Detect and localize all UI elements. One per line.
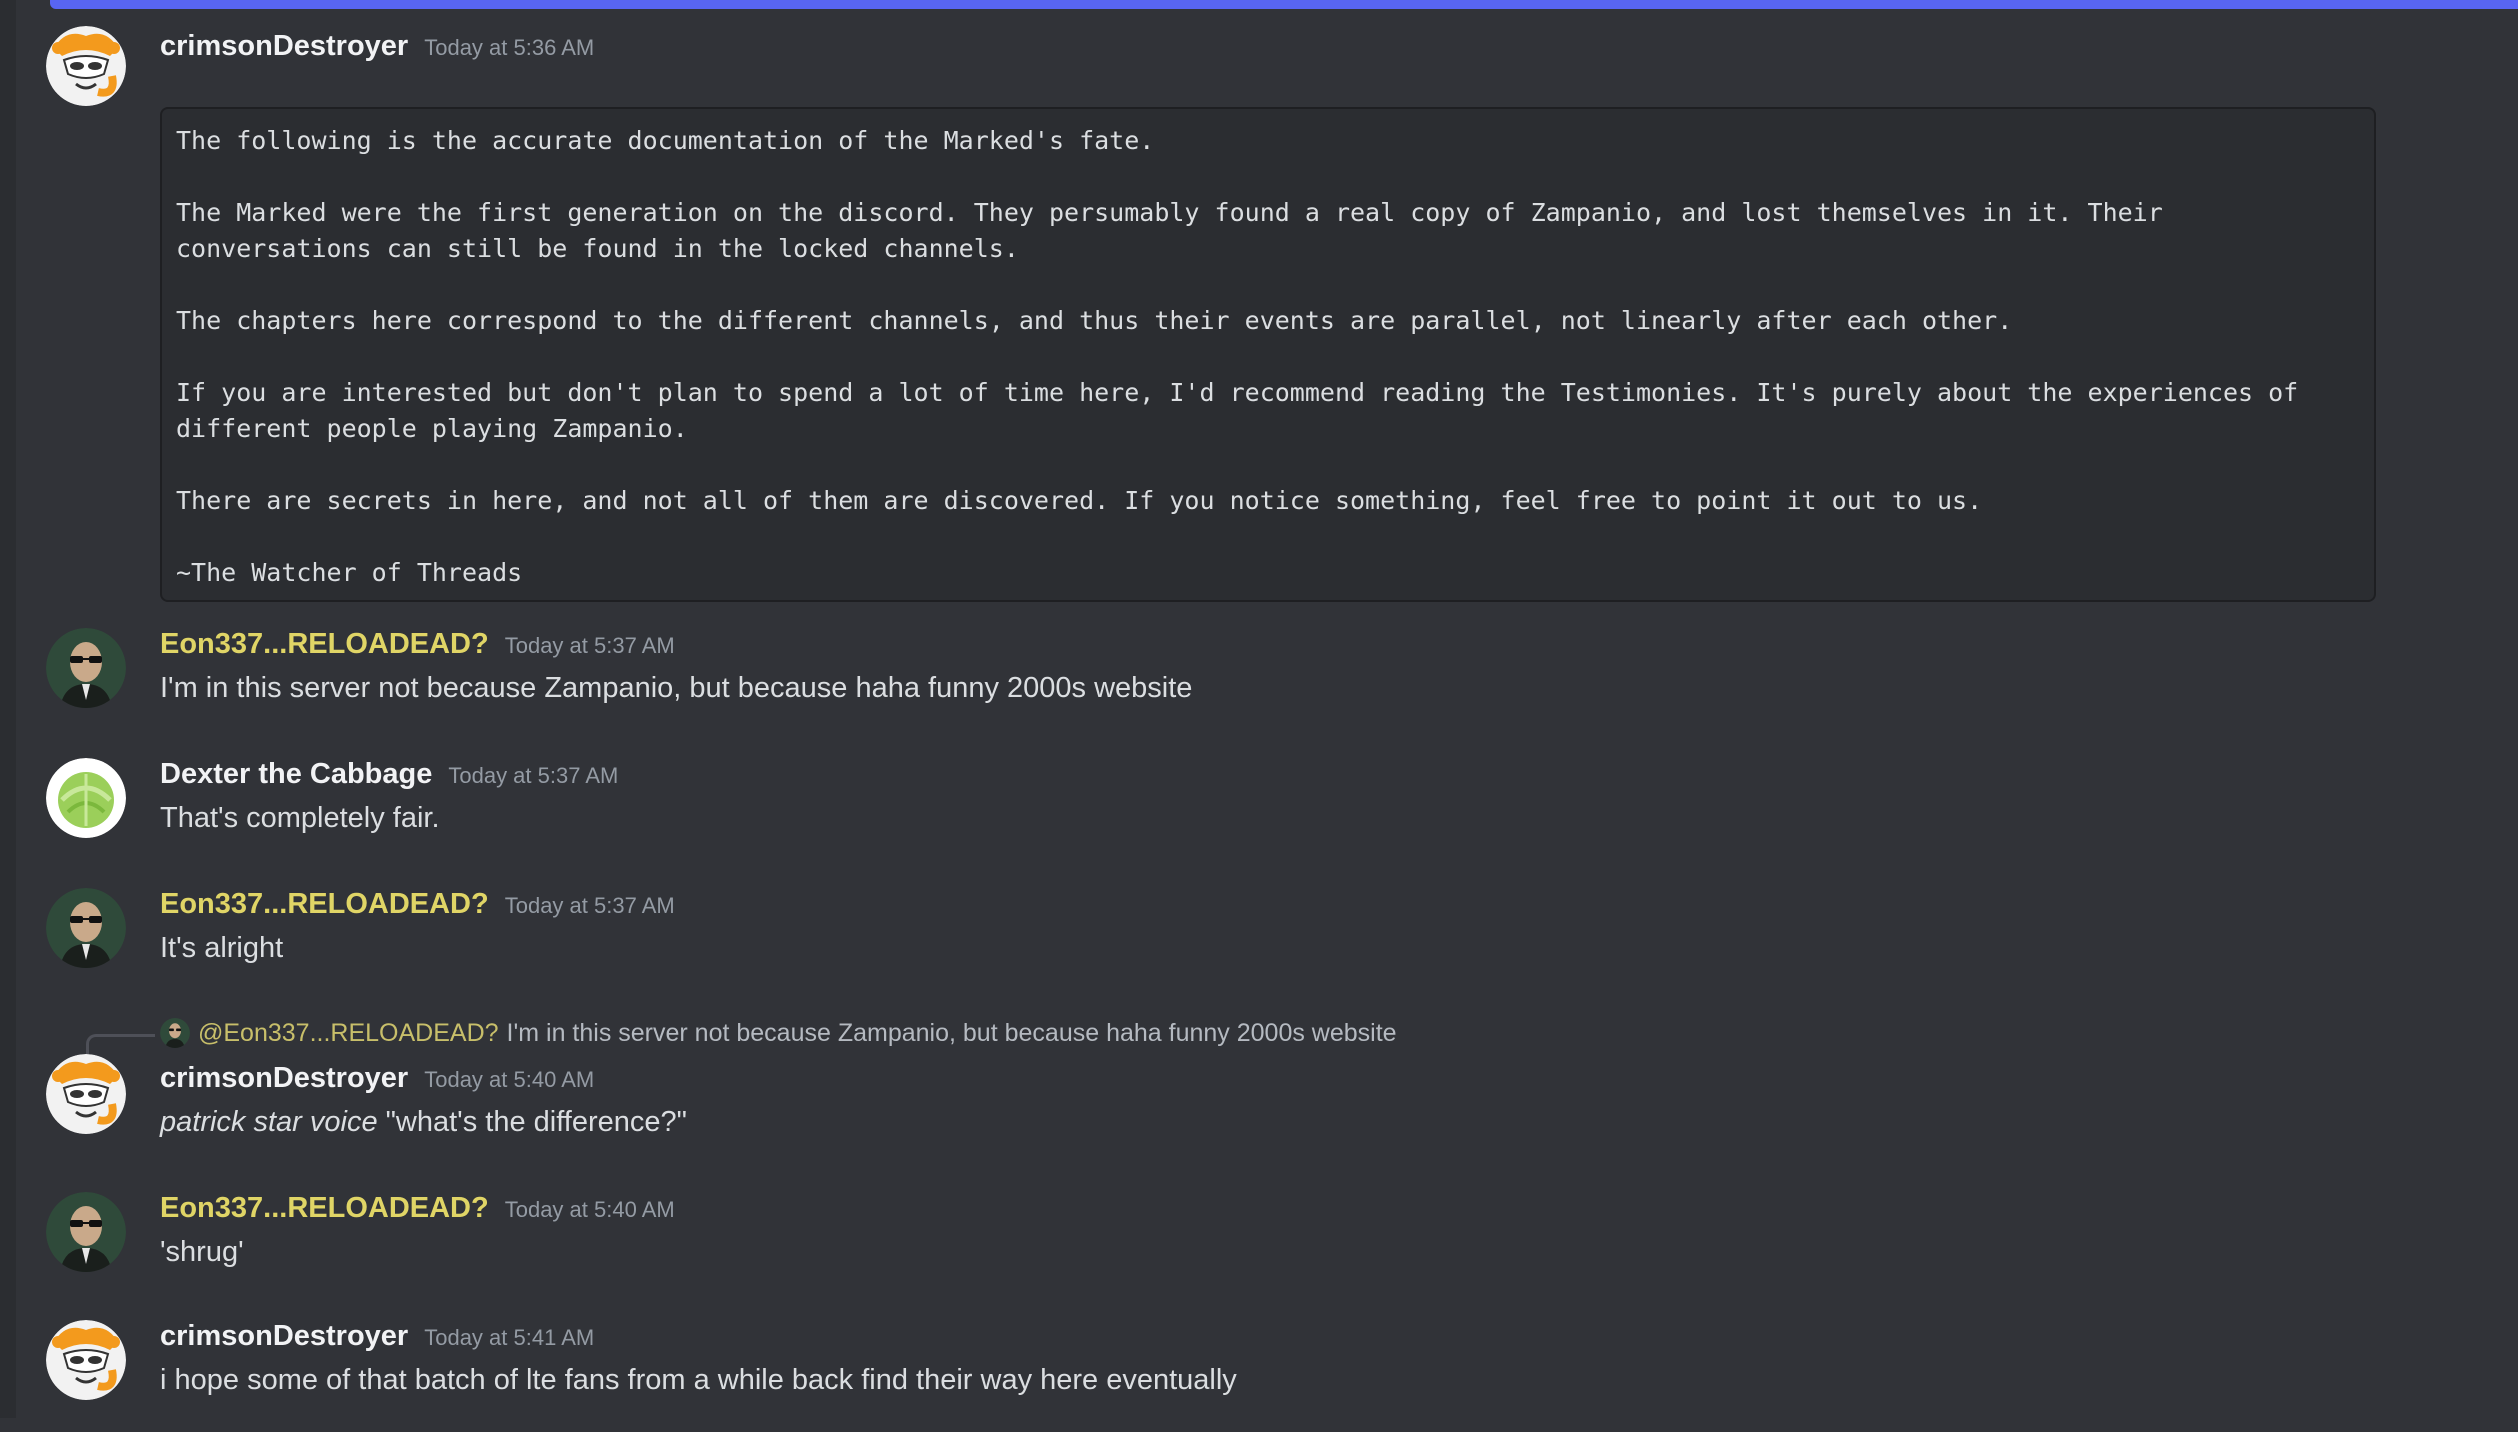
code-line: The Marked were the first generation on the discord. They persumably found a real copy of Zampanio, and lost themselves in it. Their conversations can still be found in the locked channels. xyxy=(176,198,2178,263)
message-header xyxy=(160,1320,594,1360)
jester-mask-icon[interactable] xyxy=(46,1320,126,1400)
sunglasses-agent-icon[interactable] xyxy=(46,628,126,708)
message-header xyxy=(160,1062,594,1102)
sunglasses-agent-icon[interactable] xyxy=(46,888,126,968)
italic-text: patrick star voice xyxy=(160,1106,378,1138)
sunglasses-agent-icon[interactable] xyxy=(46,1192,126,1272)
message-text: That's completely fair. xyxy=(160,802,440,834)
code-line: The following is the accurate documentation of the Marked's fate. xyxy=(176,126,1155,155)
message-text: 'shrug' xyxy=(160,1236,244,1268)
username[interactable]: crimsonDestroyer xyxy=(160,1062,409,1094)
username[interactable]: Dexter the Cabbage xyxy=(160,758,433,790)
timestamp[interactable]: Today at 5:40 AM xyxy=(424,1067,595,1092)
username[interactable]: Eon337...RELOADEAD? xyxy=(160,1192,489,1224)
timestamp[interactable]: Today at 5:41 AM xyxy=(424,1325,595,1350)
code-block xyxy=(160,107,2376,602)
message-header xyxy=(160,758,618,798)
timestamp[interactable]: Today at 5:36 AM xyxy=(424,35,595,60)
code-line: The chapters here correspond to the different channels, and thus their events are parallel, not linearly after each other. xyxy=(176,306,2013,335)
chat-bottom-edge xyxy=(0,1418,2518,1432)
username[interactable]: crimsonDestroyer xyxy=(160,30,409,62)
username[interactable]: Eon337...RELOADEAD? xyxy=(160,888,489,920)
message-header xyxy=(160,888,675,928)
timestamp[interactable]: Today at 5:40 AM xyxy=(504,1197,675,1222)
message-text: It's alright xyxy=(160,932,284,964)
message-text: i hope some of that batch of lte fans from a while back find their way here eventually xyxy=(160,1364,1237,1396)
timestamp[interactable]: Today at 5:37 AM xyxy=(504,893,675,918)
message-header xyxy=(160,628,675,668)
code-line: ~The Watcher of Threads xyxy=(176,558,523,587)
timestamp[interactable]: Today at 5:37 AM xyxy=(448,763,619,788)
server-sidebar-edge xyxy=(0,0,16,1432)
username[interactable]: crimsonDestroyer xyxy=(160,1320,409,1352)
jester-mask-icon[interactable] xyxy=(46,1054,126,1134)
message-text: I'm in this server not because Zampanio, but because haha funny 2000s website xyxy=(160,672,1193,704)
timestamp[interactable]: Today at 5:37 AM xyxy=(504,633,675,658)
message-text-rest: "what's the difference?" xyxy=(377,1106,687,1138)
username[interactable]: Eon337...RELOADEAD? xyxy=(160,628,489,660)
sunglasses-agent-icon xyxy=(160,1018,190,1048)
code-line: If you are interested but don't plan to spend a lot of time here, I'd recommend reading the Testimonies. It's purely about the experiences of different people playing Zampanio. xyxy=(176,378,2314,443)
jester-mask-icon[interactable] xyxy=(46,26,126,106)
new-messages-bar[interactable] xyxy=(50,0,2518,9)
reply-mention[interactable]: @Eon337...RELOADEAD? xyxy=(198,1018,499,1047)
cabbage-icon[interactable] xyxy=(46,758,126,838)
message-header xyxy=(160,1192,675,1232)
reply-preview[interactable] xyxy=(160,1018,1397,1048)
code-line: There are secrets in here, and not all of them are discovered. If you notice something, feel free to point it out to us. xyxy=(176,486,1983,515)
message-header xyxy=(160,30,594,70)
reply-text[interactable]: I'm in this server not because Zampanio, but because haha funny 2000s website xyxy=(506,1018,1397,1047)
message-text xyxy=(160,1106,687,1139)
